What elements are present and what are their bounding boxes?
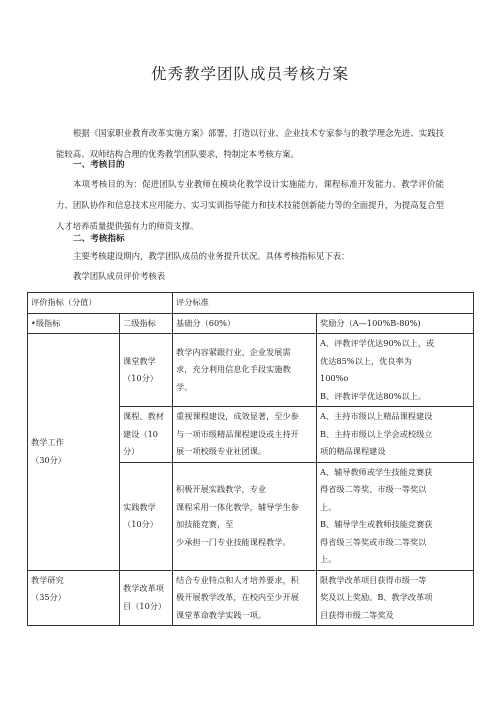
bonus-cell <box>317 334 474 407</box>
cell-line: 重视课程建设，成效显著，至少参 <box>176 411 299 421</box>
bonus-cell <box>317 462 474 570</box>
evaluation-table <box>27 292 474 626</box>
cell-line: 得省级三等奖或市级二等奖以 <box>320 536 427 547</box>
intro-paragraph: 根据《国家职业教育改革实施方案》部署，打造以行业、企业技术专家参与的教学理念先进、实践技能较高、双师结构合理的优秀教学团队要求，特制定本考核方案。 <box>56 128 444 159</box>
bonus-cell <box>317 570 474 626</box>
cell-line: 课堂教学 <box>123 355 156 366</box>
level2-cell <box>120 570 173 626</box>
cell-line: A、评教评学优达90%以上，或 <box>320 338 435 348</box>
group2-level1 <box>28 570 120 626</box>
cell-line: 实践教学 <box>123 501 156 512</box>
cell-line: 限教学改革项目获得市级一等 <box>320 574 427 585</box>
cell-line: 建设（10 <box>123 428 158 439</box>
cell-line: 上。 <box>320 501 337 512</box>
section1-heading: 一、考核目的 <box>73 160 125 170</box>
cell-line: 少承担一门专业技能课程教学。 <box>176 536 291 547</box>
table-row <box>28 334 474 407</box>
header-basic: 基础分（60%） <box>173 313 317 334</box>
cell-line: B、辅导学生或教师技能竞赛获 <box>320 519 433 529</box>
cell-line: A、辅导教师或学生技能竞赛获 <box>320 466 433 477</box>
cell-line: 教学研究 <box>31 574 64 585</box>
section2-paragraph: 主要考核建设期内，教学团队成员的业务提升状况。具体考核指标见下表： <box>73 251 350 261</box>
cell-line: 教学工作 <box>31 437 64 448</box>
cell-line: 100%o <box>320 373 349 383</box>
cell-line: 积极开展实践教学，专业 <box>176 484 267 494</box>
level2-cell <box>120 462 173 570</box>
document-title: 优秀教学团队成员考核方案 <box>150 65 349 83</box>
section2-heading: 二、考核指标 <box>73 234 125 244</box>
cell-line: （30分） <box>31 454 66 465</box>
cell-line: 课堂革命教学实践一项。 <box>176 609 267 620</box>
cell-line: 课程采用一体化教学，辅导学生参 <box>176 501 299 512</box>
header-level2: 二级指标 <box>120 313 173 334</box>
table-header-row-2 <box>28 313 474 334</box>
table-row <box>28 570 474 626</box>
cell-line: 结合专业特点和人才培养要求，积 <box>176 574 299 585</box>
cell-line: 教学内容紧跟行业、企业发展需 <box>176 346 291 357</box>
table-header-row-1 <box>28 293 474 314</box>
cell-line: A、主持市级以上精品课程建设 <box>320 411 433 421</box>
header-indicator: 评价指标（分值） <box>28 293 173 314</box>
cell-line: 极开展教学改革，在校内至少开展 <box>176 592 299 602</box>
cell-line: B、评教评学优达80%以上。 <box>320 390 427 401</box>
table-caption: 教学团队成员评价考核表 <box>73 271 166 281</box>
group1-level1 <box>28 334 120 571</box>
basic-cell <box>173 462 317 570</box>
header-standard: 评分标准 <box>173 293 474 314</box>
section1-paragraph: 本项考核目的为：促进团队专业教师在模块化教学设计实施能力、课程标准开发能力、教学评价能力、团队协作和信息技术应用能力、实习实训指导能力和技术技能创新能力等的全面提升，为提高复合型人才培养质量提供强有力的师资支撑。 <box>56 179 444 231</box>
header-level1: •级指标 <box>28 313 120 334</box>
cell-line: 展一项校级专业社团课。 <box>176 446 267 456</box>
cell-line: （35分） <box>31 592 66 602</box>
cell-line: 课程、教材 <box>123 411 164 421</box>
cell-line: 上。 <box>320 554 337 564</box>
level2-cell <box>120 334 173 407</box>
basic-cell <box>173 334 317 407</box>
cell-line: 项的精品课程建设 <box>320 446 386 456</box>
cell-line: 分） <box>123 446 140 456</box>
cell-line: 加技能竞赛，至 <box>176 519 234 529</box>
cell-line: （10分） <box>123 519 158 529</box>
level2-cell <box>120 407 173 463</box>
cell-line: 学。 <box>176 381 193 392</box>
cell-line: 教学改革项 <box>123 583 164 594</box>
cell-line: 奖及以上奖励。B、教学改革项 <box>320 592 433 602</box>
basic-cell <box>173 407 317 463</box>
bonus-cell <box>317 407 474 463</box>
cell-line: （10分） <box>123 373 158 383</box>
cell-line: 目获得市级二等奖及 <box>320 609 394 620</box>
cell-line: 与一项市级精品课程建设或主持开 <box>176 428 299 439</box>
cell-line: 优达85%以上，优良率为 <box>320 355 412 366</box>
cell-line: 目（10分） <box>123 600 167 611</box>
cell-line: 得省级二等奖、市级一等奖以 <box>320 484 427 494</box>
cell-line: B、主持市级以上学会或校级立 <box>320 428 433 439</box>
header-bonus: 奖励分（A—100%B-80%) <box>317 313 474 334</box>
cell-line: 求，充分利用信息化手段实施教 <box>176 364 291 375</box>
basic-cell <box>173 570 317 626</box>
